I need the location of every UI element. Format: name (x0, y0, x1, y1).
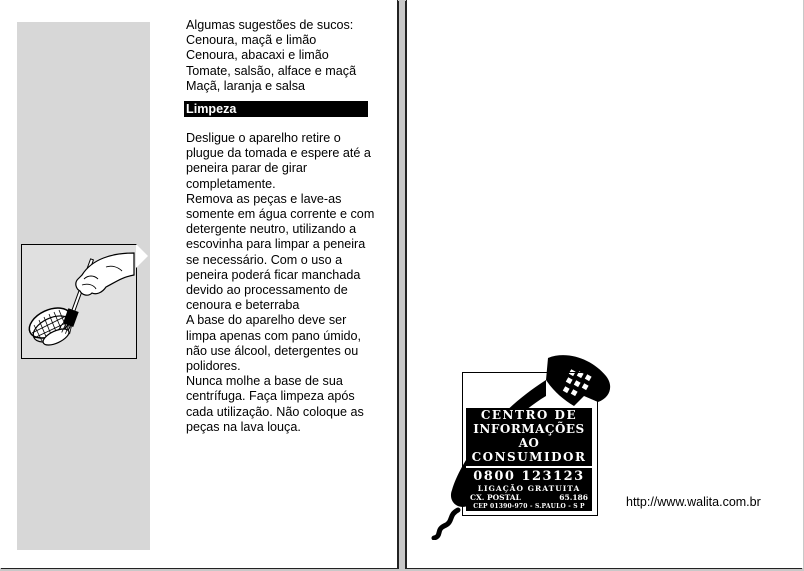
logo-line-1: CENTRO DE (480, 408, 578, 422)
body-line: completamente. (186, 176, 276, 191)
intro-line: Algumas sugestões de sucos: (186, 18, 354, 32)
body-line: se necessário. Com o uso a (186, 252, 343, 267)
body-line: plugue da tomada e espere até a (186, 146, 371, 161)
body-line: somente em água corrente e com (186, 207, 375, 222)
logo-text-panel (466, 408, 592, 511)
body-line: centrífuga. Faça limpeza após (186, 389, 355, 404)
body-line: Nunca molhe a base de sua (186, 374, 343, 389)
body-line: polidores. (186, 359, 241, 374)
body-line: escovinha para limpar a peneira (186, 237, 366, 252)
body-line: peças na lava louça. (186, 419, 301, 434)
section-heading: Limpeza (184, 101, 368, 117)
body-line: cada utilização. Não coloque as (186, 404, 364, 419)
left-page (0, 0, 398, 568)
logo-line-3: CONSUMIDOR (471, 450, 587, 464)
intro-line: Maçã, laranja e salsa (186, 78, 306, 93)
body-line: Desligue o aparelho retire o (186, 131, 341, 146)
illustration-pointer (136, 244, 148, 268)
intro-line: Cenoura, maçã e limão (186, 33, 317, 48)
body-line: não use álcool, detergentes ou (186, 343, 359, 358)
hand-brush-sieve-icon (22, 245, 136, 358)
body-line: A base do aparelho deve ser (186, 313, 347, 328)
intro-line: Tomate, salsão, alface e maçã (186, 63, 357, 78)
free-call-label: LIGAÇÃO GRATUITA (477, 484, 581, 493)
website-url[interactable]: http://www.walita.com.br (626, 495, 761, 509)
postal-label: CX. POSTAL (470, 493, 521, 502)
text-column (186, 18, 386, 435)
postal-row (466, 493, 592, 502)
body-line: peneira poderá ficar manchada (186, 267, 361, 282)
phone-number: 0800 123123 (466, 466, 592, 484)
body-line: detergente neutro, utilizando a (186, 222, 357, 237)
cleaning-illustration (21, 244, 137, 359)
postal-number: 65.186 (559, 493, 588, 502)
body-line: peneira parar de girar (186, 161, 308, 176)
body-line: limpa apenas com pano úmido, (186, 328, 362, 343)
postal-code: CEP 01390-970 - S.PAULO - S P (473, 503, 585, 510)
body-line: devido ao processamento de (186, 283, 348, 298)
body-line: Remova as peças e lave-as (186, 191, 342, 206)
body-line: cenoura e beterraba (186, 298, 300, 313)
intro-line: Cenoura, abacaxi e limão (186, 48, 329, 63)
logo-line-2: INFORMAÇÕES AO (473, 422, 585, 450)
